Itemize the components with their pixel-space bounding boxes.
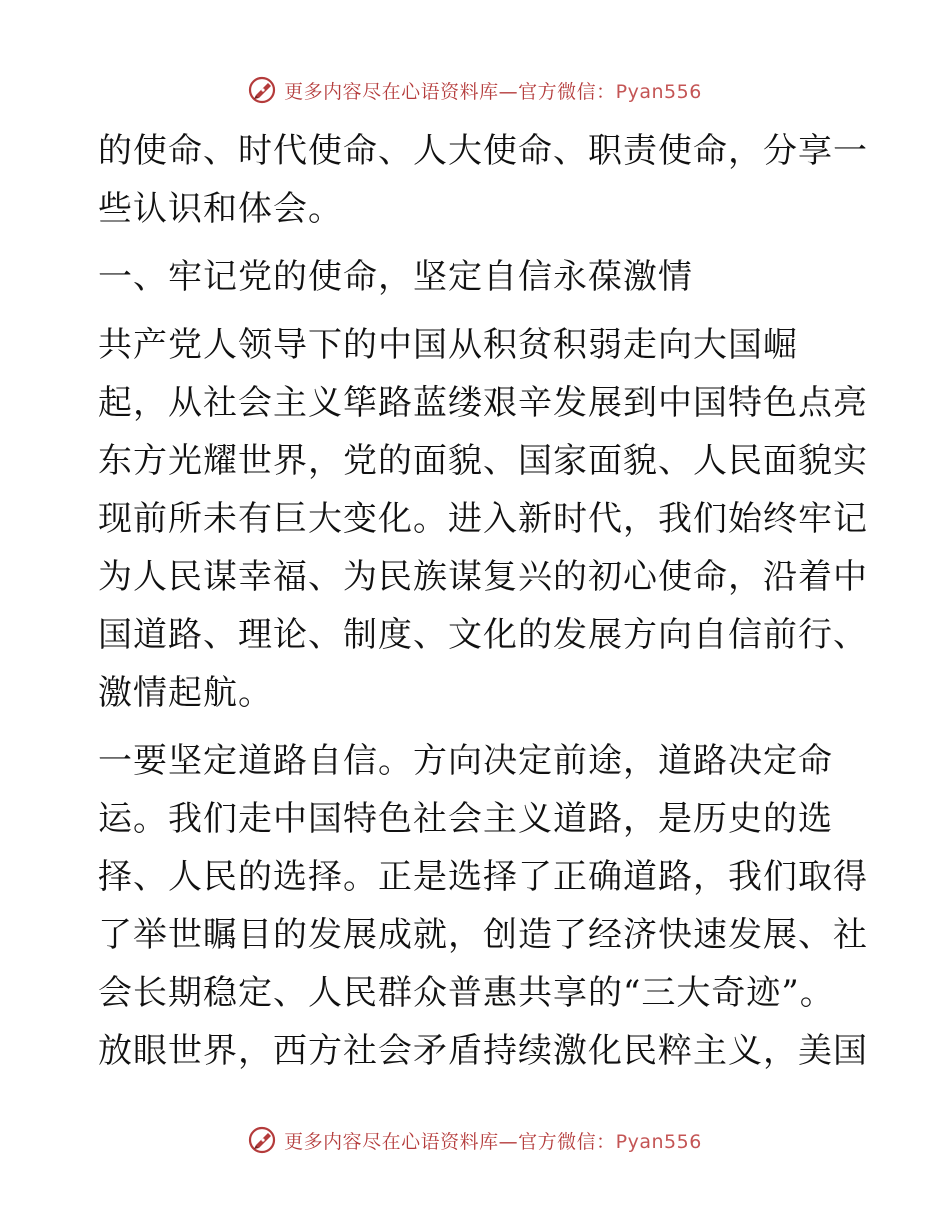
text-line: 择、人民的选择。正是选择了正确道路，我们取得 (98, 857, 868, 897)
text-line: 会长期稳定、人民群众普惠共享的“三大奇迹”。 (98, 973, 835, 1013)
text-line: 激情起航。 (98, 673, 273, 713)
footer-banner-handle: Pyan556 (615, 1130, 702, 1153)
text-line: 一要坚定道路自信。方向决定前途，道路决定命 (98, 741, 833, 781)
paragraph-gap (98, 722, 852, 732)
header-banner (0, 70, 950, 110)
text-line: 些认识和体会。 (98, 189, 343, 229)
footer-banner-text (284, 1127, 702, 1154)
paragraph-1 (98, 122, 868, 238)
text-line: 的使命、时代使命、人大使命、职责使命，分享一 (98, 131, 868, 171)
text-line: 起，从社会主义筚路蓝缕艰辛发展到中国特色点亮 (98, 383, 868, 423)
text-line: 共产党人领导下的中国从积贫积弱走向大国崛 (98, 325, 798, 365)
header-banner-label: 更多内容尽在心语资料库—官方微信： (284, 80, 616, 103)
text-line: 国道路、理论、制度、文化的发展方向自信前行、 (98, 615, 868, 655)
footer-banner (0, 1120, 950, 1160)
pen-logo-icon (248, 75, 278, 105)
text-line: 放眼世界，西方社会矛盾持续激化民粹主义，美国 (98, 1031, 868, 1071)
text-line: 现前所未有巨大变化。进入新时代，我们始终牢记 (98, 499, 868, 539)
paragraph-2 (98, 316, 868, 722)
text-line: 为人民谋幸福、为民族谋复兴的初心使命，沿着中 (98, 557, 868, 597)
footer-banner-label: 更多内容尽在心语资料库—官方微信： (284, 1130, 616, 1153)
section-heading: 一、牢记党的使命，坚定自信永葆激情 (98, 257, 693, 297)
document-body (98, 122, 868, 1080)
text-line: 东方光耀世界，党的面貌、国家面貌、人民面貌实 (98, 441, 868, 481)
paragraph-gap (98, 238, 852, 248)
text-line: 了举世瞩目的发展成就，创造了经济快速发展、社 (98, 915, 868, 955)
pen-logo-icon (248, 1125, 278, 1155)
paragraph-gap (98, 306, 852, 316)
paragraph-3 (98, 732, 868, 1080)
text-line: 运。我们走中国特色社会主义道路，是历史的选 (98, 799, 833, 839)
header-banner-text (284, 77, 702, 104)
header-banner-handle: Pyan556 (615, 80, 702, 103)
